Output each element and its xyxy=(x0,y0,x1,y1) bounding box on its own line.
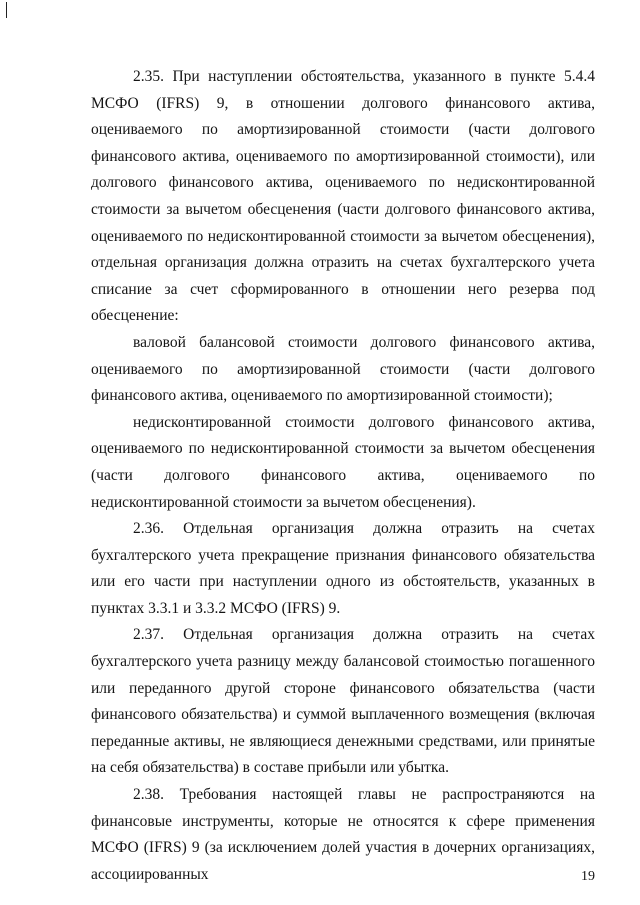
page-number: 19 xyxy=(581,869,595,884)
paragraph-undiscounted-value: недисконтированной стоимости долгового финансового актива, оцениваемого по недисконтированной стоимости за вычетом обесценения (части долгового финансового актива, оцениваемого по недисконтированной стоимости за вычетом обесценения). xyxy=(91,413,595,511)
paragraph-gross-carrying-amount: валовой балансовой стоимости долгового финансового актива, оцениваемого по амортизированной стоимости (части долгового финансового актива, оцениваемого по амортизированной стоимости); xyxy=(91,333,595,405)
paragraph-2-36: 2.36. Отдельная организация должна отразить на счетах бухгалтерского учета прекращение признания финансового обязательства или его части при наступлении одного из обстоятельств, указанных в пунктах 3.3.1 и 3.3.2 МСФО (IFRS) 9. xyxy=(91,520,595,617)
paragraph-2-38: 2.38. Требования настоящей главы не распространяются на финансовые инструменты, которые не относятся к сфере применения МСФО (IFRS) 9 (за исключением долей участия в дочерних организациях, ассоциированных xyxy=(91,786,595,883)
paragraph-2-35: 2.35. При наступлении обстоятельства, указанного в пункте 5.4.4 МСФО (IFRS) 9, в отношении долгового финансового актива, оцениваемого по амортизированной стоимости (части долгового финансового актива, оцениваемого по амортизированной стоимости), или долгового финансового актива, оцениваемого по недисконтированной стоимости за вычетом обесценения (части долгового финансового актива, оцениваемого по недисконтированной стоимости за вычетом обесценения), отдельная организация должна отразить на счетах бухгалтерского учета списание за счет сформированного в отношении него резерва под обесценение: xyxy=(91,68,595,325)
paragraph-2-37: 2.37. Отдельная организация должна отразить на счетах бухгалтерского учета разницу между балансовой стоимостью погашенного или переданного другой стороне финансового обязательства (части финансового обязательства) и суммой выплаченного возмещения (включая переданные активы, не являющиеся денежными средствами, или принятые на себя обязательства) в составе прибыли или убытка. xyxy=(91,626,595,777)
document-body xyxy=(91,64,595,888)
scan-crop-mark xyxy=(6,2,7,18)
